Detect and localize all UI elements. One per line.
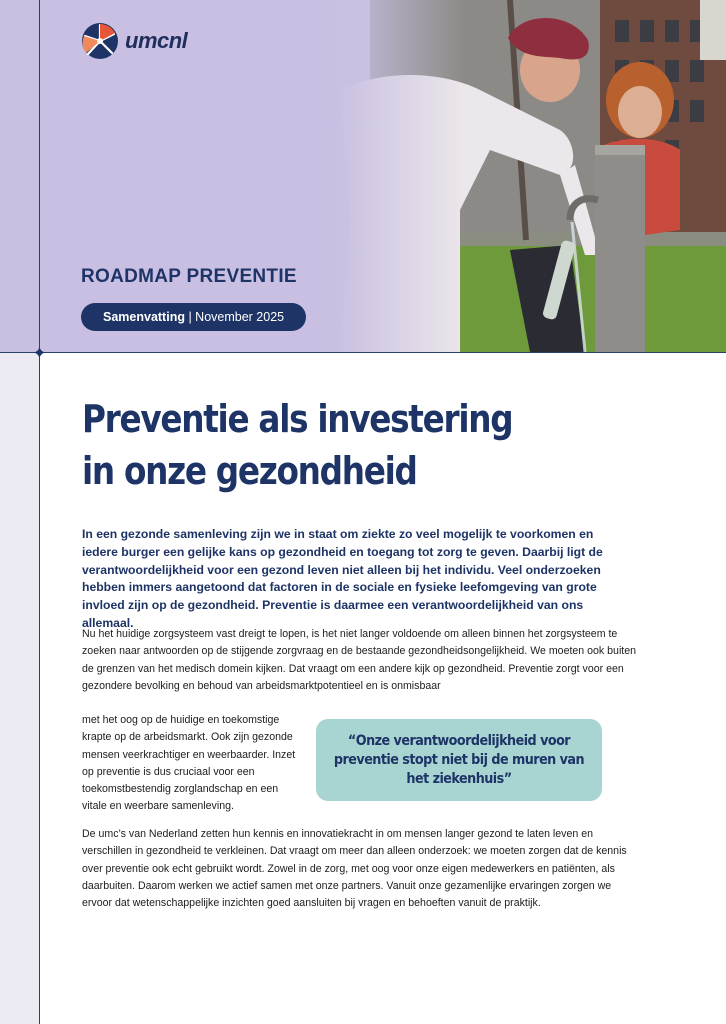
pill-date: November 2025 bbox=[195, 310, 285, 324]
pill-separator: | bbox=[184, 310, 196, 324]
pull-quote-text: “Onze verantwoordelijkheid voor preventie stopt niet bij de muren van het ziekenhuis” bbox=[333, 732, 585, 787]
horizontal-rule bbox=[0, 352, 726, 353]
body-paragraph-2: met het oog op de huidige en toekomstige krapte op de arbeidsmarkt. Ook zijn gezonde mensen veerkrachtiger en weerbaarder. Inzet op preventie is dus cruciaal voor een toekomstbestendig zorglandschap en een vitale en weerbare samenleving. bbox=[82, 714, 296, 813]
header-banner bbox=[40, 0, 726, 352]
umcnl-starburst-icon bbox=[81, 22, 119, 60]
roadmap-title: ROADMAP PREVENTIE bbox=[81, 266, 297, 287]
left-margin-band bbox=[0, 0, 40, 1024]
diamond-star-icon bbox=[33, 346, 46, 359]
lead-paragraph: In een gezonde samenleving zijn we in staat om ziekte zo veel mogelijk te voorkomen en iedere burger een gelijke kans op gezondheid en toegang tot zorg te geven. Daarbij ligt de verantwoordelijkheid voor een gezond leven niet alleen bij het individu. Veel onderzoeken hebben immers aangetoond dat factoren in de sociale en fysieke leefomgeving van grote invloed zijn op de gezondheid. Preventie is daarmee een verantwoordelijkheid van ons allemaal. bbox=[82, 527, 603, 630]
left-margin-band-top bbox=[0, 0, 40, 352]
body-paragraph-1: Nu het huidige zorgsysteem vast dreigt te lopen, is het niet langer voldoende om alleen binnen het zorgsysteem te zoeken naar antwoorden op de stijgende zorgvraag en de bestaande gezondheidsongelijkheid. We moeten ook buiten de grenzen van het medisch domein kijken. Dat vraagt om een andere kijk op gezondheid. Preventie zorgt voor een gezondere bevolking en behoud van arbeidsmarktpotentieel en is onmisbaar bbox=[82, 628, 637, 692]
logo-text: umcnl bbox=[125, 28, 188, 53]
page-title-line-1: Preventie als investering bbox=[82, 397, 513, 441]
vertical-rule bbox=[39, 0, 40, 1024]
page-title bbox=[82, 393, 564, 497]
body-paragraph-3: De umc’s van Nederland zetten hun kennis en innovatiekracht in om mensen langer gezond te laten leven en verschillen in gezondheid te verkleinen. Dat vraagt om meer dan alleen onderzoek: we moeten zorgen dat de kennis over preventie ook echt gebruikt wordt. Zowel in de zorg, met oog voor onze eigen medewerkers en patiënten, als daarbuiten. Daarom werken we actief samen met onze partners. Vanuit onze gezamenlijke ervaringen zorgen we ervoor dat wetenschappelijke inzichten goed aansluiten bij vragen en behoeften vanuit de praktijk. bbox=[82, 828, 627, 910]
page-title-line-2: in onze gezondheid bbox=[82, 449, 417, 493]
pill-label: Samenvatting bbox=[103, 310, 185, 324]
summary-date-pill bbox=[81, 303, 306, 331]
pull-quote bbox=[316, 719, 602, 801]
umcnl-logo bbox=[81, 22, 187, 60]
